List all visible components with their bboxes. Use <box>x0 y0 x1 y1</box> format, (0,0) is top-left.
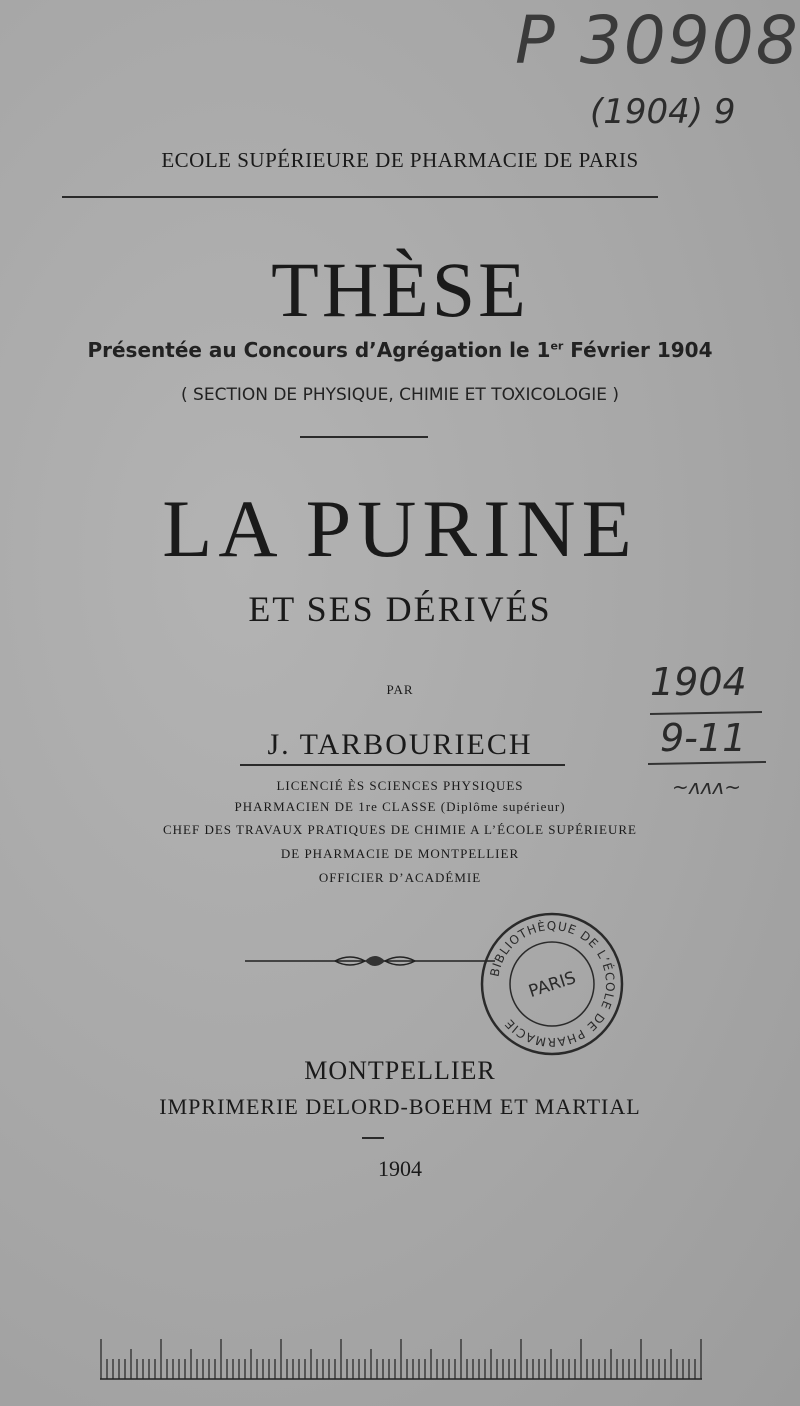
header-rule <box>62 196 658 198</box>
presentation-pre: Présentée au Concours d’Agrégation le 1 <box>87 338 551 362</box>
handwritten-scribble: ~ᴧᴧᴧ~ <box>672 775 742 799</box>
section-line: ( SECTION DE PHYSIQUE, CHIMIE ET TOXICOLOGIE ) <box>181 385 619 405</box>
school-name: ECOLE SUPÉRIEURE DE PHARMACIE DE PARIS <box>161 148 639 172</box>
credential-line: DE PHARMACIE DE MONTPELLIER <box>280 846 520 861</box>
presentation-line <box>0 338 800 362</box>
handwritten-rule <box>650 711 762 715</box>
handwritten-volume: 9-11 <box>660 716 747 760</box>
imprint-year: 1904 <box>378 1156 422 1181</box>
imprint-printer: IMPRIMERIE DELORD-BOEHM ET MARTIAL <box>159 1094 641 1119</box>
thesis-label: THÈSE <box>271 246 529 333</box>
imprint-city: MONTPELLIER <box>304 1056 496 1085</box>
scan-ruler <box>100 1338 702 1380</box>
credential-line: LICENCIÉ ÈS SCIENCES PHYSIQUES <box>276 778 524 793</box>
ornament-divider <box>245 948 495 974</box>
handwritten-shelfmark: P 30908 <box>515 2 800 79</box>
credential-line: PHARMACIEN DE 1re CLASSE (Diplôme supérieur) <box>234 799 566 814</box>
main-title: LA PURINE <box>162 483 638 574</box>
handwritten-year: 1904 <box>650 660 747 704</box>
stamp-ring-text: BIBLIOTHÈQUE DE L’ÉCOLE DE PHARMACIE <box>487 918 618 1050</box>
credential-line: CHEF DES TRAVAUX PRATIQUES DE CHIMIE A L’ÉCOLE SUPÉRIEURE <box>162 822 637 837</box>
by-line: PAR <box>386 682 414 697</box>
presentation-sup: er <box>550 339 564 353</box>
library-stamp <box>478 910 626 1058</box>
handwritten-shelfmark-sub: (1904) 9 <box>590 92 736 132</box>
imprint-rule <box>362 1137 384 1139</box>
author-underline <box>240 764 565 766</box>
subtitle: ET SES DÉRIVÉS <box>248 589 552 629</box>
presentation-post: Février 1904 <box>563 338 713 362</box>
short-rule <box>300 436 428 438</box>
author-name: J. TARBOURIECH <box>267 728 533 761</box>
stamp-center-text: PARIS <box>526 967 579 1002</box>
credential-line: OFFICIER D’ACADÉMIE <box>318 870 482 885</box>
